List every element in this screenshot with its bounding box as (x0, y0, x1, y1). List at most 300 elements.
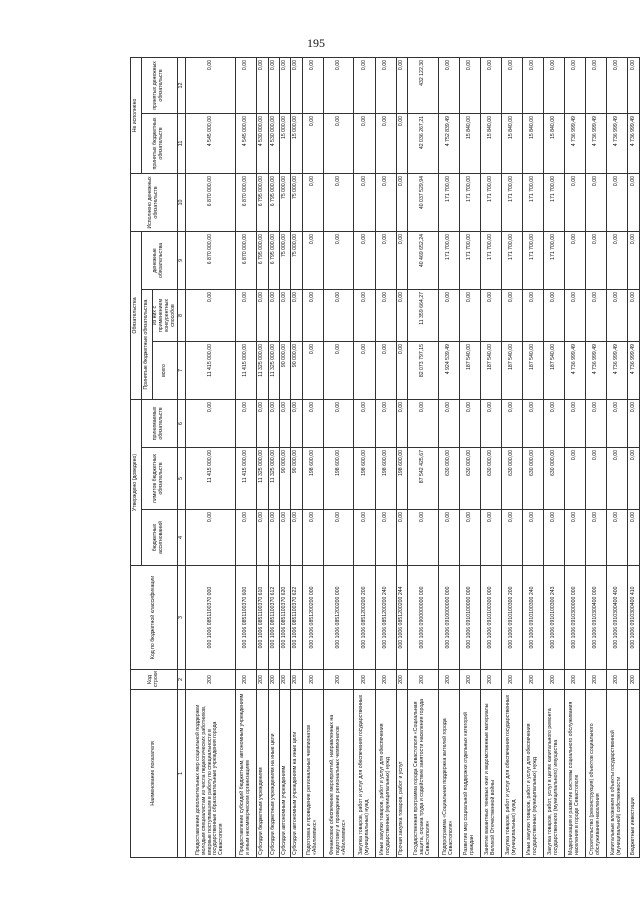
cell-monetary-obligations: 171 700,00 (523, 231, 544, 289)
column-number: 10 (177, 173, 185, 231)
column-number: 1 (177, 690, 185, 858)
column-number: 4 (177, 510, 185, 566)
cell-budget-allocations: 0,00 (323, 510, 354, 566)
row-line-code: 200 (459, 670, 480, 690)
cell-budget-allocations: 0,00 (586, 510, 607, 566)
cell-accepted-total: 187 540,00 (480, 341, 501, 399)
row-budget-code: 000 1006 0851100370 600 (236, 566, 257, 670)
row-budget-code: 000 1006 0851200200 240 (375, 566, 396, 670)
cell-executed: 6 795 000,00 (257, 173, 268, 231)
header-limits: лимитов бюджетных обязательств (142, 448, 178, 510)
cell-accepted-obligations: 0,00 (185, 399, 235, 447)
cell-limits: 630 000,00 (459, 448, 480, 510)
row-name: Предоставление дополнительных мер социальной поддержки молодым специалистам из числа педагогических работников, впервые поступившим в работу по специальности в государственные образовательные учреждения города Севастополя (185, 690, 235, 858)
cell-accepted-obligations: 0,00 (354, 399, 375, 447)
cell-not-exec-monetary: 0,00 (268, 57, 279, 113)
cell-executed: 6 795 000,00 (268, 173, 279, 231)
cell-budget-allocations: 0,00 (302, 510, 323, 566)
cell-executed: 0,00 (323, 173, 354, 231)
cell-not-exec-budget: 4 752 839,49 (438, 113, 459, 173)
row-line-code: 200 (628, 670, 640, 690)
cell-not-exec-monetary: 0,00 (523, 57, 544, 113)
table-row (459, 57, 480, 857)
cell-executed: 0,00 (375, 173, 396, 231)
page-number: 195 (307, 36, 325, 50)
row-name: Закупка товаров, работ и услуг для обеспечения государственных (муниципальных) нужд (502, 690, 523, 858)
cell-accepted-total: 90 000,00 (291, 341, 302, 399)
row-budget-code: 000 1006 0851200200 000 (302, 566, 323, 670)
row-budget-code: 000 1006 0910300400 410 (628, 566, 640, 670)
row-line-code: 200 (438, 670, 459, 690)
row-name: Занятие вакантных теневых книг и ведомственные материалы Великой Отечественной войны (480, 690, 501, 858)
table-row (185, 57, 235, 857)
cell-budget-allocations: 0,00 (291, 510, 302, 566)
row-name: Капитальные вложения в объекты государственной (муниципальной) собственности (607, 690, 628, 858)
cell-budget-allocations: 0,00 (459, 510, 480, 566)
column-number: 8 (177, 289, 185, 341)
row-line-code: 200 (236, 670, 257, 690)
cell-executed: 75 000,00 (279, 173, 290, 231)
cell-limits: 11 325 000,00 (257, 448, 268, 510)
header-executed: Исполнено денежных обязательств (131, 173, 178, 231)
cell-monetary-obligations: 6 795 000,00 (268, 231, 279, 289)
cell-accepted-total: 187 540,00 (523, 341, 544, 399)
cell-accepted-total: 0,00 (375, 341, 396, 399)
cell-budget-allocations: 0,00 (279, 510, 290, 566)
table-row (291, 57, 302, 857)
row-name: Финансовое обеспечение мероприятий, направленных на подготовку и проведение региональных чемпионатов «Абилимпикс» (323, 690, 354, 858)
cell-accepted-total: 11 415 000,00 (185, 341, 235, 399)
row-budget-code: 000 1006 0851100370 612 (268, 566, 279, 670)
table-row (607, 57, 628, 857)
table-row (480, 57, 501, 857)
cell-monetary-obligations: 0,00 (375, 231, 396, 289)
cell-accepted-total: 187 540,00 (502, 341, 523, 399)
row-name: Государственная программа города Севастополя «Социальная защита, охрана труда и содействие занятости населения города Севастополя» (407, 690, 438, 858)
cell-executed: 0,00 (565, 173, 586, 231)
row-budget-code: 000 1006 0851200200 244 (396, 566, 407, 670)
cell-executed: 0,00 (586, 173, 607, 231)
cell-accepted-competitive: 0,00 (323, 289, 354, 341)
cell-accepted-competitive: 0,00 (502, 289, 523, 341)
row-line-code: 200 (396, 670, 407, 690)
table-row (628, 57, 640, 857)
cell-accepted-total: 187 540,00 (459, 341, 480, 399)
row-name: Иные закупки товаров, работ и услуг для обеспечения государственных (муниципальных) нужд (375, 690, 396, 858)
row-budget-code: 000 1006 0910100300 240 (523, 566, 544, 670)
row-budget-code: 000 1006 0910100300 200 (502, 566, 523, 670)
cell-accepted-competitive: 0,00 (236, 289, 257, 341)
cell-executed: 75 000,00 (291, 173, 302, 231)
cell-accepted-obligations: 0,00 (279, 399, 290, 447)
row-line-code: 200 (607, 670, 628, 690)
cell-accepted-competitive: 0,00 (185, 289, 235, 341)
cell-budget-allocations: 0,00 (544, 510, 565, 566)
cell-not-exec-monetary: 432 122,30 (407, 57, 438, 113)
header-monetary-obligations: денежные обязательства (142, 231, 178, 289)
cell-accepted-obligations: 0,00 (480, 399, 501, 447)
row-budget-code: 000 1006 0851100370 620 (279, 566, 290, 670)
cell-budget-allocations: 0,00 (354, 510, 375, 566)
cell-not-exec-monetary: 0,00 (257, 57, 268, 113)
cell-accepted-total: 4 924 539,49 (438, 341, 459, 399)
cell-limits: 90 000,00 (291, 448, 302, 510)
cell-accepted-competitive: 0,00 (607, 289, 628, 341)
cell-executed: 171 700,00 (459, 173, 480, 231)
row-line-code: 200 (354, 670, 375, 690)
cell-limits: 630 000,00 (502, 448, 523, 510)
row-name: Бюджетные инвестиции (628, 690, 640, 858)
table-row (586, 57, 607, 857)
cell-not-exec-monetary: 0,00 (544, 57, 565, 113)
row-name: Прочая закупка товаров, работ и услуг (396, 690, 407, 858)
cell-not-exec-monetary: 0,00 (396, 57, 407, 113)
cell-not-exec-budget: 0,00 (323, 113, 354, 173)
cell-limits: 11 415 000,00 (185, 448, 235, 510)
cell-accepted-total: 90 000,00 (279, 341, 290, 399)
cell-accepted-obligations: 0,00 (544, 399, 565, 447)
cell-not-exec-budget: 4 545 000,00 (236, 113, 257, 173)
row-budget-code: 000 1006 0851100370 622 (291, 566, 302, 670)
cell-budget-allocations: 0,00 (628, 510, 640, 566)
table-row (565, 57, 586, 857)
cell-accepted-obligations: 0,00 (523, 399, 544, 447)
header-not-exec-monetary: принятых денежных обязательств (142, 57, 178, 113)
cell-budget-allocations: 0,00 (375, 510, 396, 566)
row-budget-code: 000 1006 0851200200 200 (354, 566, 375, 670)
cell-accepted-total: 4 736 999,49 (628, 341, 640, 399)
row-budget-code: 000 1006 0851200200 000 (323, 566, 354, 670)
cell-executed: 171 700,00 (502, 173, 523, 231)
header-line-code: Код строки (131, 670, 178, 690)
column-number: 2 (177, 670, 185, 690)
row-line-code: 200 (407, 670, 438, 690)
cell-not-exec-monetary: 0,00 (323, 57, 354, 113)
cell-accepted-competitive: 0,00 (268, 289, 279, 341)
row-line-code: 200 (544, 670, 565, 690)
cell-not-exec-monetary: 0,00 (185, 57, 235, 113)
table-row (323, 57, 354, 857)
cell-not-exec-monetary: 0,00 (459, 57, 480, 113)
cell-accepted-competitive: 0,00 (396, 289, 407, 341)
row-line-code: 200 (302, 670, 323, 690)
cell-accepted-total: 11 325 000,00 (268, 341, 279, 399)
row-budget-code: 000 1006 0910100000 000 (459, 566, 480, 670)
cell-not-exec-budget: 4 530 000,00 (257, 113, 268, 173)
cell-accepted-total: 82 073 797,15 (407, 341, 438, 399)
cell-not-exec-monetary: 0,00 (375, 57, 396, 113)
cell-executed: 171 700,00 (480, 173, 501, 231)
row-name: Подготовка и проведение региональных чемпионатов «Абилимпикс» (302, 690, 323, 858)
cell-not-exec-budget: 4 736 999,49 (586, 113, 607, 173)
header-budget-code: Код по бюджетной классификации (131, 566, 178, 670)
cell-accepted-total: 11 415 000,00 (236, 341, 257, 399)
row-name: Подпрограмма «Социальная поддержка жителей города Севастополя» (438, 690, 459, 858)
cell-not-exec-monetary: 0,00 (565, 57, 586, 113)
cell-monetary-obligations: 171 700,00 (480, 231, 501, 289)
cell-executed: 0,00 (354, 173, 375, 231)
cell-not-exec-monetary: 0,00 (502, 57, 523, 113)
row-budget-code: 000 1006 0910300000 000 (565, 566, 586, 670)
table-row (438, 57, 459, 857)
row-line-code: 200 (502, 670, 523, 690)
cell-budget-allocations: 0,00 (607, 510, 628, 566)
row-line-code: 200 (480, 670, 501, 690)
row-name: Субсидии бюджетным учреждениям (257, 690, 268, 858)
cell-not-exec-monetary: 0,00 (607, 57, 628, 113)
cell-monetary-obligations: 0,00 (323, 231, 354, 289)
row-line-code: 200 (375, 670, 396, 690)
header-accepted-budget-obligations: Принятые бюджетные обязательства (142, 289, 153, 399)
budget-execution-table (130, 57, 640, 858)
cell-accepted-competitive: 0,00 (480, 289, 501, 341)
cell-budget-allocations: 0,00 (407, 510, 438, 566)
table-row (354, 57, 375, 857)
cell-budget-allocations: 0,00 (502, 510, 523, 566)
cell-not-exec-budget: 4 530 000,00 (268, 113, 279, 173)
cell-not-exec-budget: 15 840,00 (480, 113, 501, 173)
cell-limits: 198 600,00 (375, 448, 396, 510)
cell-accepted-total: 11 325 000,00 (257, 341, 268, 399)
header-not-exec-budget: принятых бюджетных обязательств (142, 113, 178, 173)
cell-limits: 87 542 425,67 (407, 448, 438, 510)
row-name: Субсидии автономным учреждениям (279, 690, 290, 858)
cell-accepted-competitive: 0,00 (302, 289, 323, 341)
cell-not-exec-budget: 0,00 (375, 113, 396, 173)
cell-accepted-obligations: 0,00 (257, 399, 268, 447)
cell-monetary-obligations: 75 000,00 (291, 231, 302, 289)
cell-executed: 0,00 (628, 173, 640, 231)
cell-monetary-obligations: 171 700,00 (459, 231, 480, 289)
header-competitive: из них с применением конкурентных способов (153, 289, 178, 341)
cell-not-exec-budget: 42 036 267,21 (407, 113, 438, 173)
row-line-code: 200 (323, 670, 354, 690)
cell-accepted-total: 4 736 999,49 (565, 341, 586, 399)
cell-not-exec-monetary: 0,00 (279, 57, 290, 113)
cell-accepted-obligations: 0,00 (459, 399, 480, 447)
cell-limits: 11 415 000,00 (236, 448, 257, 510)
row-line-code: 200 (257, 670, 268, 690)
cell-executed: 0,00 (396, 173, 407, 231)
cell-accepted-competitive: 0,00 (438, 289, 459, 341)
row-budget-code: 000 1006 0851100370 610 (257, 566, 268, 670)
table-row (396, 57, 407, 857)
header-obligations: Обязательства (131, 231, 142, 399)
row-name: Иные закупки товаров, работ и услуг для обеспечения государственных (муниципальных) нужд (523, 690, 544, 858)
cell-budget-allocations: 0,00 (396, 510, 407, 566)
row-budget-code: 000 1006 0851100370 000 (185, 566, 235, 670)
cell-limits: 198 600,00 (354, 448, 375, 510)
cell-budget-allocations: 0,00 (185, 510, 235, 566)
cell-not-exec-monetary: 0,00 (302, 57, 323, 113)
cell-not-exec-monetary: 0,00 (438, 57, 459, 113)
row-budget-code: 000 1006 0910100300 000 (480, 566, 501, 670)
column-number: 7 (177, 341, 185, 399)
cell-not-exec-budget: 15 000,00 (279, 113, 290, 173)
cell-executed: 0,00 (607, 173, 628, 231)
cell-limits: 0,00 (565, 448, 586, 510)
cell-monetary-obligations: 171 700,00 (544, 231, 565, 289)
cell-limits: 630 000,00 (523, 448, 544, 510)
cell-limits: 0,00 (628, 448, 640, 510)
cell-monetary-obligations: 6 870 000,00 (185, 231, 235, 289)
cell-budget-allocations: 0,00 (438, 510, 459, 566)
cell-accepted-competitive: 0,00 (586, 289, 607, 341)
table-row (375, 57, 396, 857)
cell-not-exec-monetary: 0,00 (628, 57, 640, 113)
cell-not-exec-budget: 0,00 (396, 113, 407, 173)
cell-monetary-obligations: 171 700,00 (438, 231, 459, 289)
row-name: Субсидии автономным учреждениям на иные цели (291, 690, 302, 858)
cell-accepted-obligations: 0,00 (607, 399, 628, 447)
cell-accepted-obligations: 0,00 (323, 399, 354, 447)
column-number: 6 (177, 399, 185, 447)
cell-not-exec-monetary: 0,00 (236, 57, 257, 113)
cell-not-exec-budget: 0,00 (302, 113, 323, 173)
cell-budget-allocations: 0,00 (236, 510, 257, 566)
cell-not-exec-budget: 15 000,00 (291, 113, 302, 173)
cell-accepted-competitive: 0,00 (291, 289, 302, 341)
cell-not-exec-budget: 0,00 (354, 113, 375, 173)
cell-accepted-competitive: 0,00 (628, 289, 640, 341)
table-row (268, 57, 279, 857)
row-name: Закупка товаров, работ и услуг для обеспечения государственных (муниципальных) нужд (354, 690, 375, 858)
cell-accepted-obligations: 0,00 (236, 399, 257, 447)
cell-accepted-obligations: 0,00 (396, 399, 407, 447)
column-number: 5 (177, 448, 185, 510)
cell-not-exec-monetary: 0,00 (291, 57, 302, 113)
row-budget-code: 000 1006 0910000000 000 (438, 566, 459, 670)
cell-limits: 11 325 000,00 (268, 448, 279, 510)
rotated-report-table (130, 58, 640, 858)
row-budget-code: 000 1006 0900000000 000 (407, 566, 438, 670)
table-row (523, 57, 544, 857)
cell-not-exec-monetary: 0,00 (354, 57, 375, 113)
table-row (302, 57, 323, 857)
cell-monetary-obligations: 0,00 (565, 231, 586, 289)
cell-accepted-obligations: 0,00 (438, 399, 459, 447)
row-budget-code: 000 1006 0910300400 400 (607, 566, 628, 670)
cell-accepted-competitive: 0,00 (544, 289, 565, 341)
cell-accepted-competitive: 11 359 664,27 (407, 289, 438, 341)
header-accepted-obligations: принимаемых обязательств (142, 399, 178, 447)
cell-accepted-total: 0,00 (396, 341, 407, 399)
cell-not-exec-budget: 15 840,00 (502, 113, 523, 173)
cell-accepted-competitive: 0,00 (565, 289, 586, 341)
row-name: Развитие мер социальной поддержки отдельных категорий граждан (459, 690, 480, 858)
cell-accepted-obligations: 0,00 (268, 399, 279, 447)
row-line-code: 200 (268, 670, 279, 690)
cell-accepted-total: 4 736 999,49 (607, 341, 628, 399)
header-approved: Утверждено (доведено) (131, 399, 142, 565)
cell-accepted-total: 0,00 (302, 341, 323, 399)
cell-limits: 198 600,00 (323, 448, 354, 510)
row-name: Закупка товаров, работ, услуг в целях капитального ремонта государственного (муниципального) имущества (544, 690, 565, 858)
cell-monetary-obligations: 0,00 (354, 231, 375, 289)
row-line-code: 200 (565, 670, 586, 690)
row-line-code: 200 (523, 670, 544, 690)
cell-budget-allocations: 0,00 (523, 510, 544, 566)
cell-accepted-obligations: 0,00 (628, 399, 640, 447)
cell-budget-allocations: 0,00 (565, 510, 586, 566)
header-not-executed: Не исполнено (131, 57, 142, 173)
cell-accepted-obligations: 0,00 (586, 399, 607, 447)
column-number: 9 (177, 231, 185, 289)
table-row (544, 57, 565, 857)
cell-accepted-competitive: 0,00 (354, 289, 375, 341)
cell-accepted-total: 0,00 (354, 341, 375, 399)
cell-monetary-obligations: 0,00 (607, 231, 628, 289)
row-line-code: 200 (586, 670, 607, 690)
cell-executed: 171 700,00 (544, 173, 565, 231)
cell-budget-allocations: 0,00 (480, 510, 501, 566)
row-budget-code: 000 1006 0910300400 000 (586, 566, 607, 670)
cell-executed: 40 037 529,94 (407, 173, 438, 231)
cell-monetary-obligations: 0,00 (302, 231, 323, 289)
cell-accepted-competitive: 0,00 (459, 289, 480, 341)
cell-not-exec-monetary: 0,00 (586, 57, 607, 113)
row-budget-code: 000 1006 0910100300 243 (544, 566, 565, 670)
row-name: Строительство (реконструкция) объектов социального обслуживания населения (586, 690, 607, 858)
cell-accepted-competitive: 0,00 (523, 289, 544, 341)
cell-not-exec-budget: 4 545 000,00 (185, 113, 235, 173)
column-number: 11 (177, 113, 185, 173)
table-row (502, 57, 523, 857)
cell-monetary-obligations: 75 000,00 (279, 231, 290, 289)
header-name: Наименование показателя (131, 690, 178, 858)
cell-accepted-obligations: 0,00 (375, 399, 396, 447)
cell-not-exec-budget: 15 840,00 (544, 113, 565, 173)
cell-monetary-obligations: 40 469 652,24 (407, 231, 438, 289)
table-row (407, 57, 438, 857)
row-line-code: 200 (185, 670, 235, 690)
cell-accepted-total: 0,00 (323, 341, 354, 399)
row-line-code: 200 (279, 670, 290, 690)
table-row (279, 57, 290, 857)
cell-limits: 630 000,00 (544, 448, 565, 510)
cell-budget-allocations: 0,00 (257, 510, 268, 566)
cell-not-exec-budget: 4 736 999,49 (628, 113, 640, 173)
cell-monetary-obligations: 0,00 (396, 231, 407, 289)
header-total: всего (153, 341, 178, 399)
cell-accepted-competitive: 0,00 (375, 289, 396, 341)
cell-not-exec-budget: 4 736 999,49 (607, 113, 628, 173)
cell-not-exec-budget: 4 736 999,49 (565, 113, 586, 173)
cell-accepted-obligations: 0,00 (502, 399, 523, 447)
cell-budget-allocations: 0,00 (268, 510, 279, 566)
cell-limits: 198 600,00 (302, 448, 323, 510)
table-row (257, 57, 268, 857)
cell-executed: 6 870 000,00 (185, 173, 235, 231)
row-name: Модернизация и развитие системы социального обслуживания населения в городе Севастополе (565, 690, 586, 858)
cell-executed: 171 700,00 (438, 173, 459, 231)
row-line-code: 200 (291, 670, 302, 690)
cell-accepted-obligations: 0,00 (565, 399, 586, 447)
cell-monetary-obligations: 6 870 000,00 (236, 231, 257, 289)
row-name: Субсидии бюджетным учреждениям на иные цели (268, 690, 279, 858)
cell-accepted-total: 187 540,00 (544, 341, 565, 399)
cell-executed: 0,00 (302, 173, 323, 231)
row-name: Предоставление субсидий бюджетным, автономным учреждениям и иным некоммерческим организациям (236, 690, 257, 858)
table-row (236, 57, 257, 857)
cell-accepted-competitive: 0,00 (279, 289, 290, 341)
header-budget-allocations: бюджетных ассигнований (142, 510, 178, 566)
cell-accepted-competitive: 0,00 (257, 289, 268, 341)
cell-executed: 6 870 000,00 (236, 173, 257, 231)
cell-limits: 630 000,00 (480, 448, 501, 510)
cell-accepted-obligations: 0,00 (302, 399, 323, 447)
cell-not-exec-budget: 15 840,00 (523, 113, 544, 173)
